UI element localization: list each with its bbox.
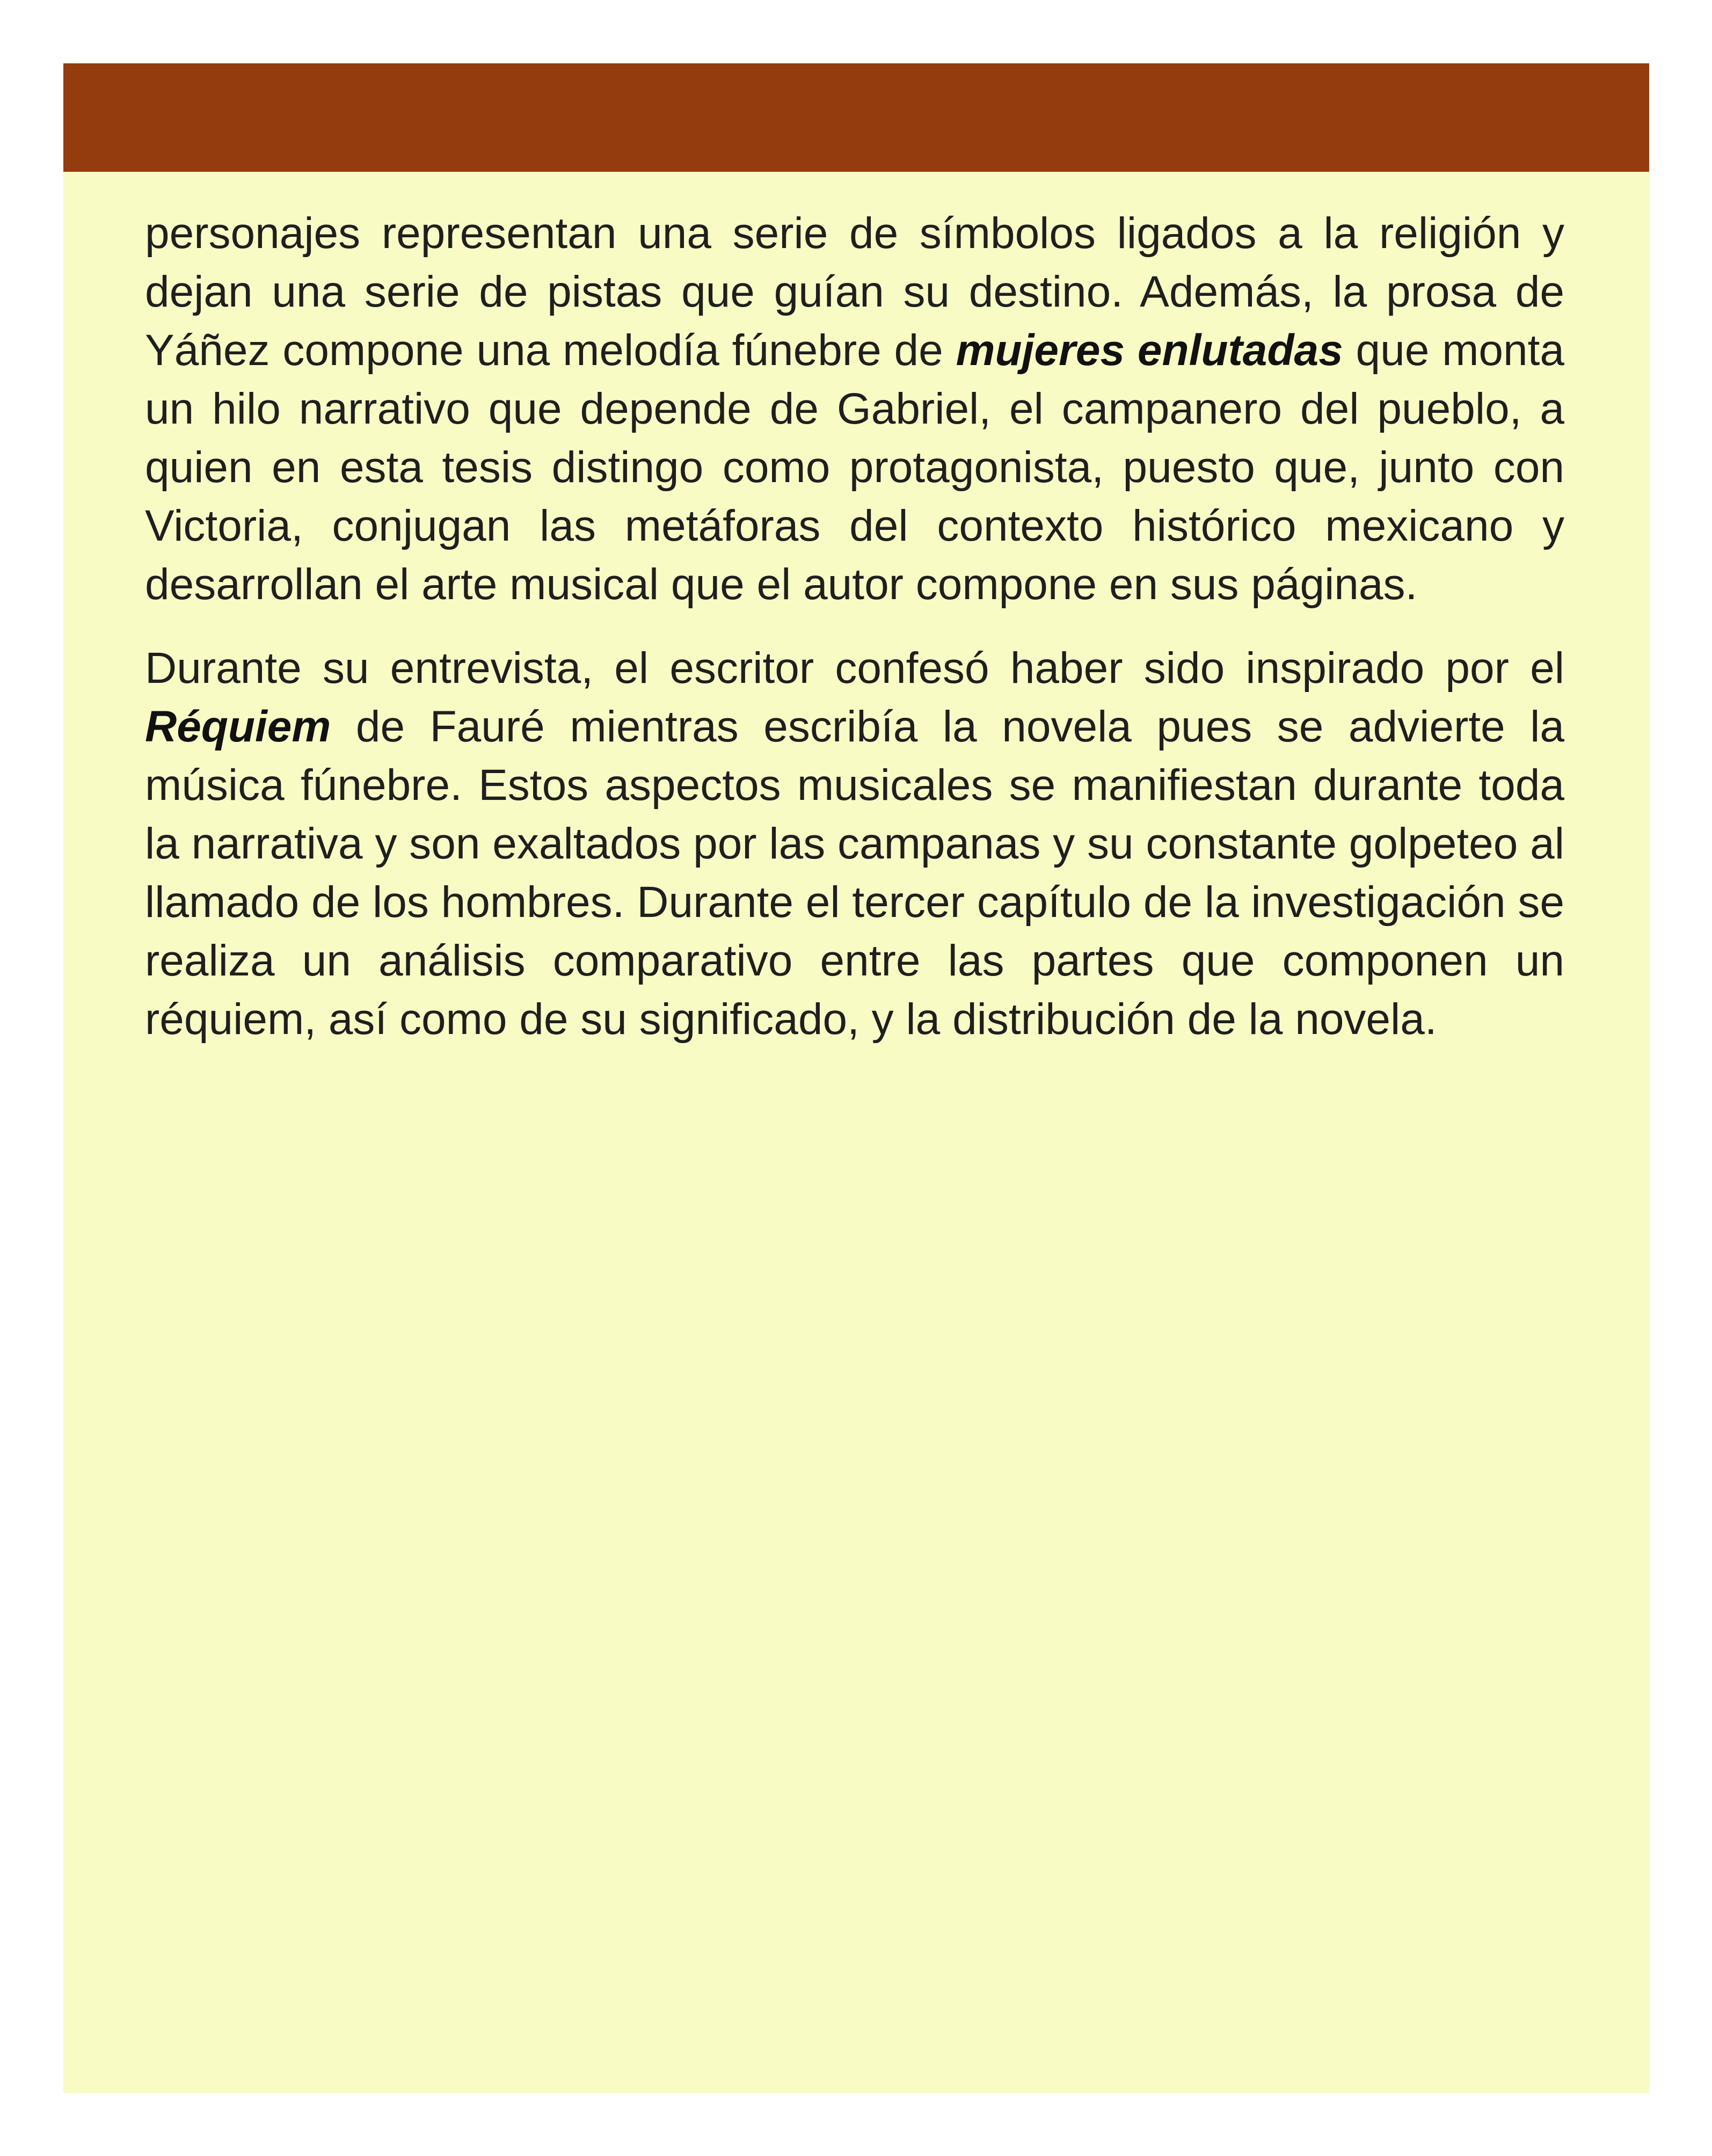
emphasized-title: Réquiem xyxy=(145,702,331,751)
paragraph-1 xyxy=(145,204,1564,614)
header-band xyxy=(63,63,1649,172)
paragraph-text: Durante su entrevista, el escritor confesó haber sido inspirado por el xyxy=(145,644,1564,693)
page xyxy=(63,63,1649,2093)
paragraph-2 xyxy=(145,639,1564,1048)
paragraph-text: de Fauré mientras escribía la novela pues se advierte la música fúnebre. Estos aspectos musicales se manifiestan durante toda la narrativa y son exaltados por las campanas y su constante golpeteo al llamado de los hombres. Durante el tercer capítulo de la investigación se realiza un análisis comparativo entre las partes que componen un réquiem, así como de su significado, y la distribución de la novela. xyxy=(145,702,1564,1044)
paragraph-text: que monta un hilo narrativo que depende de Gabriel, el campanero del pueblo, a quien en esta tesis distingo como protagonista, puesto que, junto con Victoria, conjugan las metáforas del contexto histórico mexicano y desarrollan el arte musical que el autor compone en sus páginas. xyxy=(145,326,1565,609)
paragraph-text: personajes representan una serie de símbolos ligados a la religión y dejan una serie de pistas que guían su destino. Además, la prosa de Yáñez compone una melodía fúnebre de xyxy=(145,209,1564,375)
body-text xyxy=(145,204,1564,1074)
emphasized-phrase: mujeres enlutadas xyxy=(956,326,1343,375)
